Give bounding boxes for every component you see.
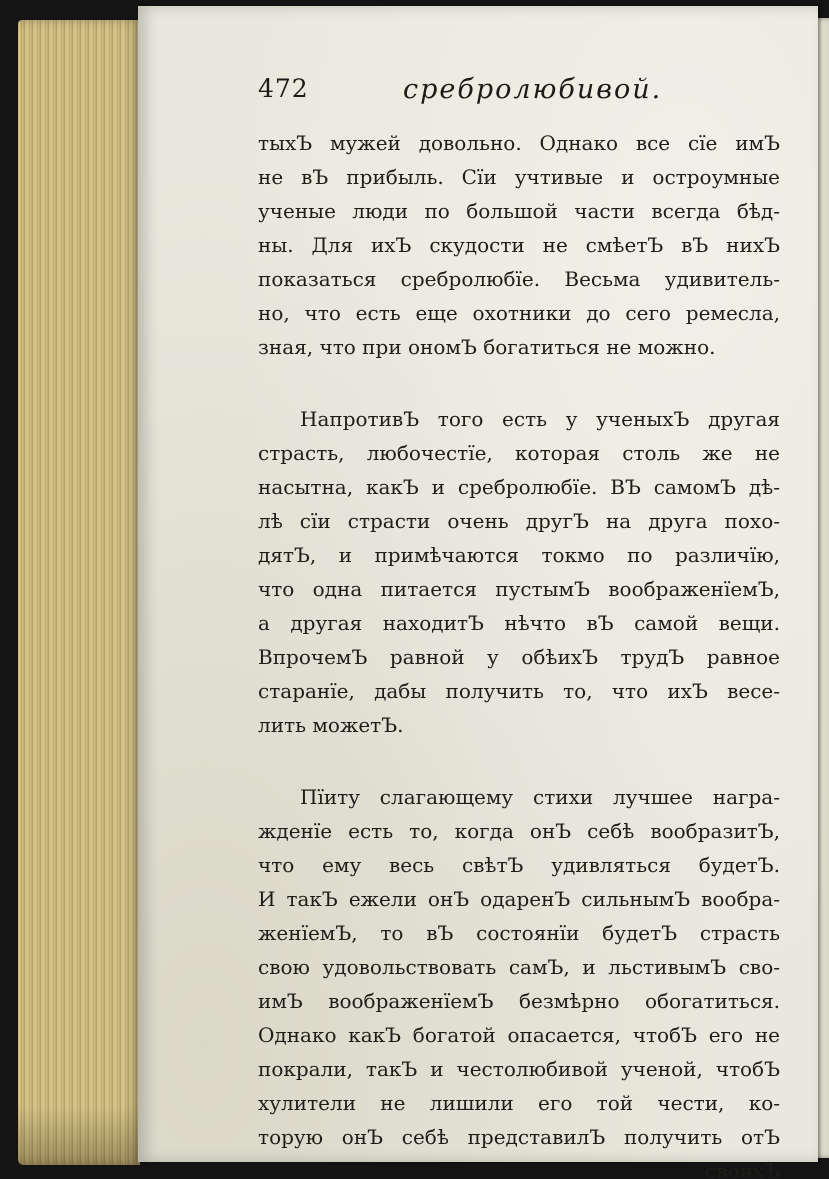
text-line: страсть, любочестїе, которая столь же не (258, 441, 780, 465)
text-line: ученые люди по большой части всегда бѣд- (258, 199, 780, 223)
text-line: показаться сребролюбїе. Весьма удивитель- (258, 267, 780, 291)
text-line: жденїе есть то, когда онЪ себѣ вообразитЪ, (258, 819, 780, 843)
running-head: сребролюбивой. (403, 74, 663, 105)
book-page-edges (18, 20, 140, 1165)
text-line: лить можетЪ. (258, 713, 404, 737)
text-line: а другая находитЪ нѣчто вЪ самой вещи. (258, 611, 780, 635)
catchword: своихЪ (705, 1159, 780, 1179)
text-line: ВпрочемЪ равной у обѣихЪ трудЪ равное (258, 645, 780, 669)
paragraph-gap (258, 742, 780, 780)
text-line: насытна, какЪ и сребролюбїе. ВЪ самомЪ дѣ- (258, 475, 780, 499)
text-line: хулители не лишили его той чести, ко- (258, 1091, 780, 1115)
text-line: что ему весь свѣтЪ удивляться будетЪ. (258, 853, 780, 877)
paragraph-gap (258, 364, 780, 402)
page-header (258, 74, 663, 110)
text-line: И такЪ ежели онЪ одаренЪ сильнымЪ вообра- (258, 887, 780, 911)
text-line: Однако какЪ богатой опасается, чтобЪ его не (258, 1023, 780, 1047)
text-line: старанїе, дабы получить то, что ихЪ весе- (258, 679, 780, 703)
text-line: свою удовольствовать самЪ, и льстивымЪ сво- (258, 955, 780, 979)
page-number: 472 (258, 74, 309, 103)
text-line: покрали, такЪ и честолюбивой ученой, чтобЪ (258, 1057, 780, 1081)
text-line: НапротивЪ того есть у ученыхЪ другая (300, 407, 780, 431)
text-line: дятЪ, и примѣчаются токмо по различїю, (258, 543, 780, 567)
text-line: имЪ воображенїемЪ безмѣрно обогатиться. (258, 989, 780, 1013)
text-line: тыхЪ мужей довольно. Однако все сїе имЪ (258, 131, 780, 155)
text-line: ны. Для ихЪ скудости не смѣетЪ вЪ нихЪ (258, 233, 780, 257)
text-line: но, что есть еще охотники до сего ремесла, (258, 301, 780, 325)
text-line: лѣ сїи страсти очень другЪ на друга похо- (258, 509, 780, 533)
text-line: Пїиту слагающему стихи лучшее награ- (300, 785, 780, 809)
text-line: зная, что при ономЪ богатиться не можно. (258, 335, 716, 359)
text-line: не вЪ прибыль. Сїи учтивые и остроумные (258, 165, 780, 189)
text-line: женїемЪ, то вЪ состоянїи будетЪ страсть (258, 921, 780, 945)
body-text (258, 126, 780, 1179)
text-line: торую онЪ себѣ представилЪ получить отЪ (258, 1125, 780, 1149)
text-line: что одна питается пустымЪ воображенїемЪ, (258, 577, 780, 601)
